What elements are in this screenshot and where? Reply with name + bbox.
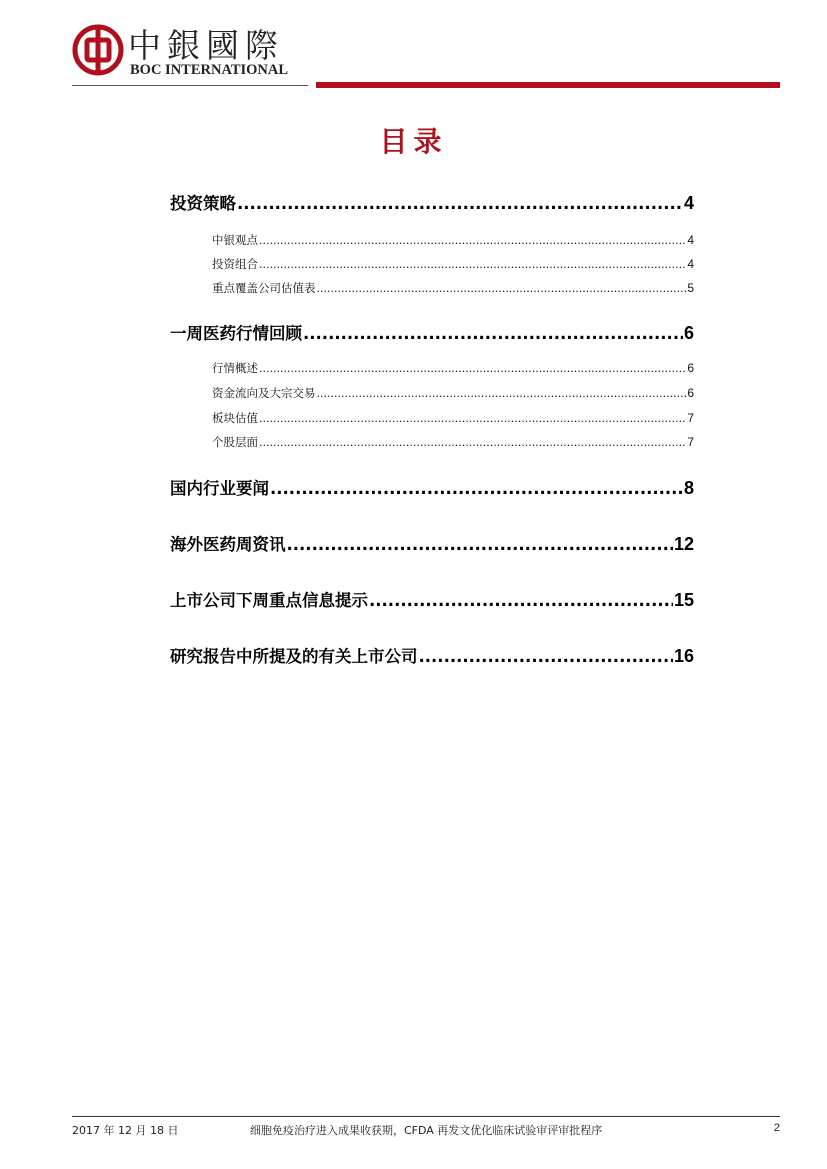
toc-entry-label: 资金流向及大宗交易 [212,386,316,400]
toc-entry-label: 一周医药行情回顾 [170,324,302,343]
toc-entry-label: 研究报告中所提及的有关上市公司 [170,647,418,666]
toc-entry-domestic-news[interactable] [170,475,694,499]
toc-entry-individual-stocks[interactable] [212,434,694,450]
toc-entry-page: 6 [687,361,694,375]
toc-entry-label: 投资组合 [212,257,258,271]
toc-entry-valuation-table[interactable] [212,280,694,296]
boc-logo-icon [72,24,124,76]
footer-page-number: 2 [773,1122,780,1134]
toc-entry-page: 7 [687,411,694,425]
toc-leader-dots [237,194,683,213]
toc-leader-dots [303,324,683,343]
toc-leader-dots [287,535,673,554]
toc-entry-page: 6 [687,386,694,400]
toc-entry-page: 7 [687,435,694,449]
toc-entry-page: 4 [687,257,694,271]
toc-leader-dots [259,362,686,375]
header-divider-thin [72,85,308,86]
toc-entry-market-overview[interactable] [212,360,694,376]
toc-leader-dots [259,258,686,271]
toc-entry-page: 5 [687,281,694,295]
toc-entry-page: 15 [673,590,694,610]
footer [72,1122,780,1138]
toc-entry-page: 4 [687,233,694,247]
toc-entry-label: 行情概述 [212,361,258,375]
toc-entry-page: 6 [683,323,694,343]
toc-leader-dots [270,479,683,498]
toc-title: 目录 [379,125,448,158]
toc-entry-mentioned-companies[interactable] [170,643,694,667]
header-divider-red [316,82,780,88]
toc-entry-page: 12 [673,534,694,554]
toc-entry-label: 国内行业要闻 [170,479,269,498]
toc-entry-sector-valuation[interactable] [212,410,694,426]
footer-report-title: 细胞免疫治疗进入成果收获期，CFDA 再发文优化临床试验审评审批程序 [250,1124,603,1137]
toc-entry-portfolio[interactable] [212,256,694,272]
toc-entry-page: 4 [683,193,694,213]
brand-name-en: BOC INTERNATIONAL [130,62,289,78]
toc-leader-dots [317,282,687,295]
toc-entry-label: 上市公司下周重点信息提示 [170,591,368,610]
toc-entry-next-week-info[interactable] [170,587,694,611]
toc-leader-dots [369,591,673,610]
toc-entry-weekly-review[interactable] [170,320,694,344]
toc-entry-investment-strategy[interactable] [170,190,694,214]
footer-divider [72,1116,780,1117]
toc-entry-overseas-news[interactable] [170,531,694,555]
toc-entry-boc-view[interactable] [212,232,694,248]
toc-entry-label: 个股层面 [212,435,258,449]
toc-leader-dots [259,436,686,449]
toc-entry-page: 16 [673,646,694,666]
toc-leader-dots [259,412,686,425]
brand-name-cn: 中銀國際 [128,26,284,65]
toc-entry-page: 8 [683,478,694,498]
toc-entry-label: 投资策略 [170,194,236,213]
toc-entry-label: 重点覆盖公司估值表 [212,281,316,295]
toc-entry-fund-flow[interactable] [212,385,694,401]
toc-entry-label: 中银观点 [212,233,258,247]
toc-leader-dots [259,234,686,247]
toc-leader-dots [419,647,673,666]
toc-entry-label: 板块估值 [212,411,258,425]
footer-date: 2017 年 12 月 18 日 [72,1124,179,1137]
toc-leader-dots [317,387,687,400]
toc-entry-label: 海外医药周资讯 [170,535,286,554]
